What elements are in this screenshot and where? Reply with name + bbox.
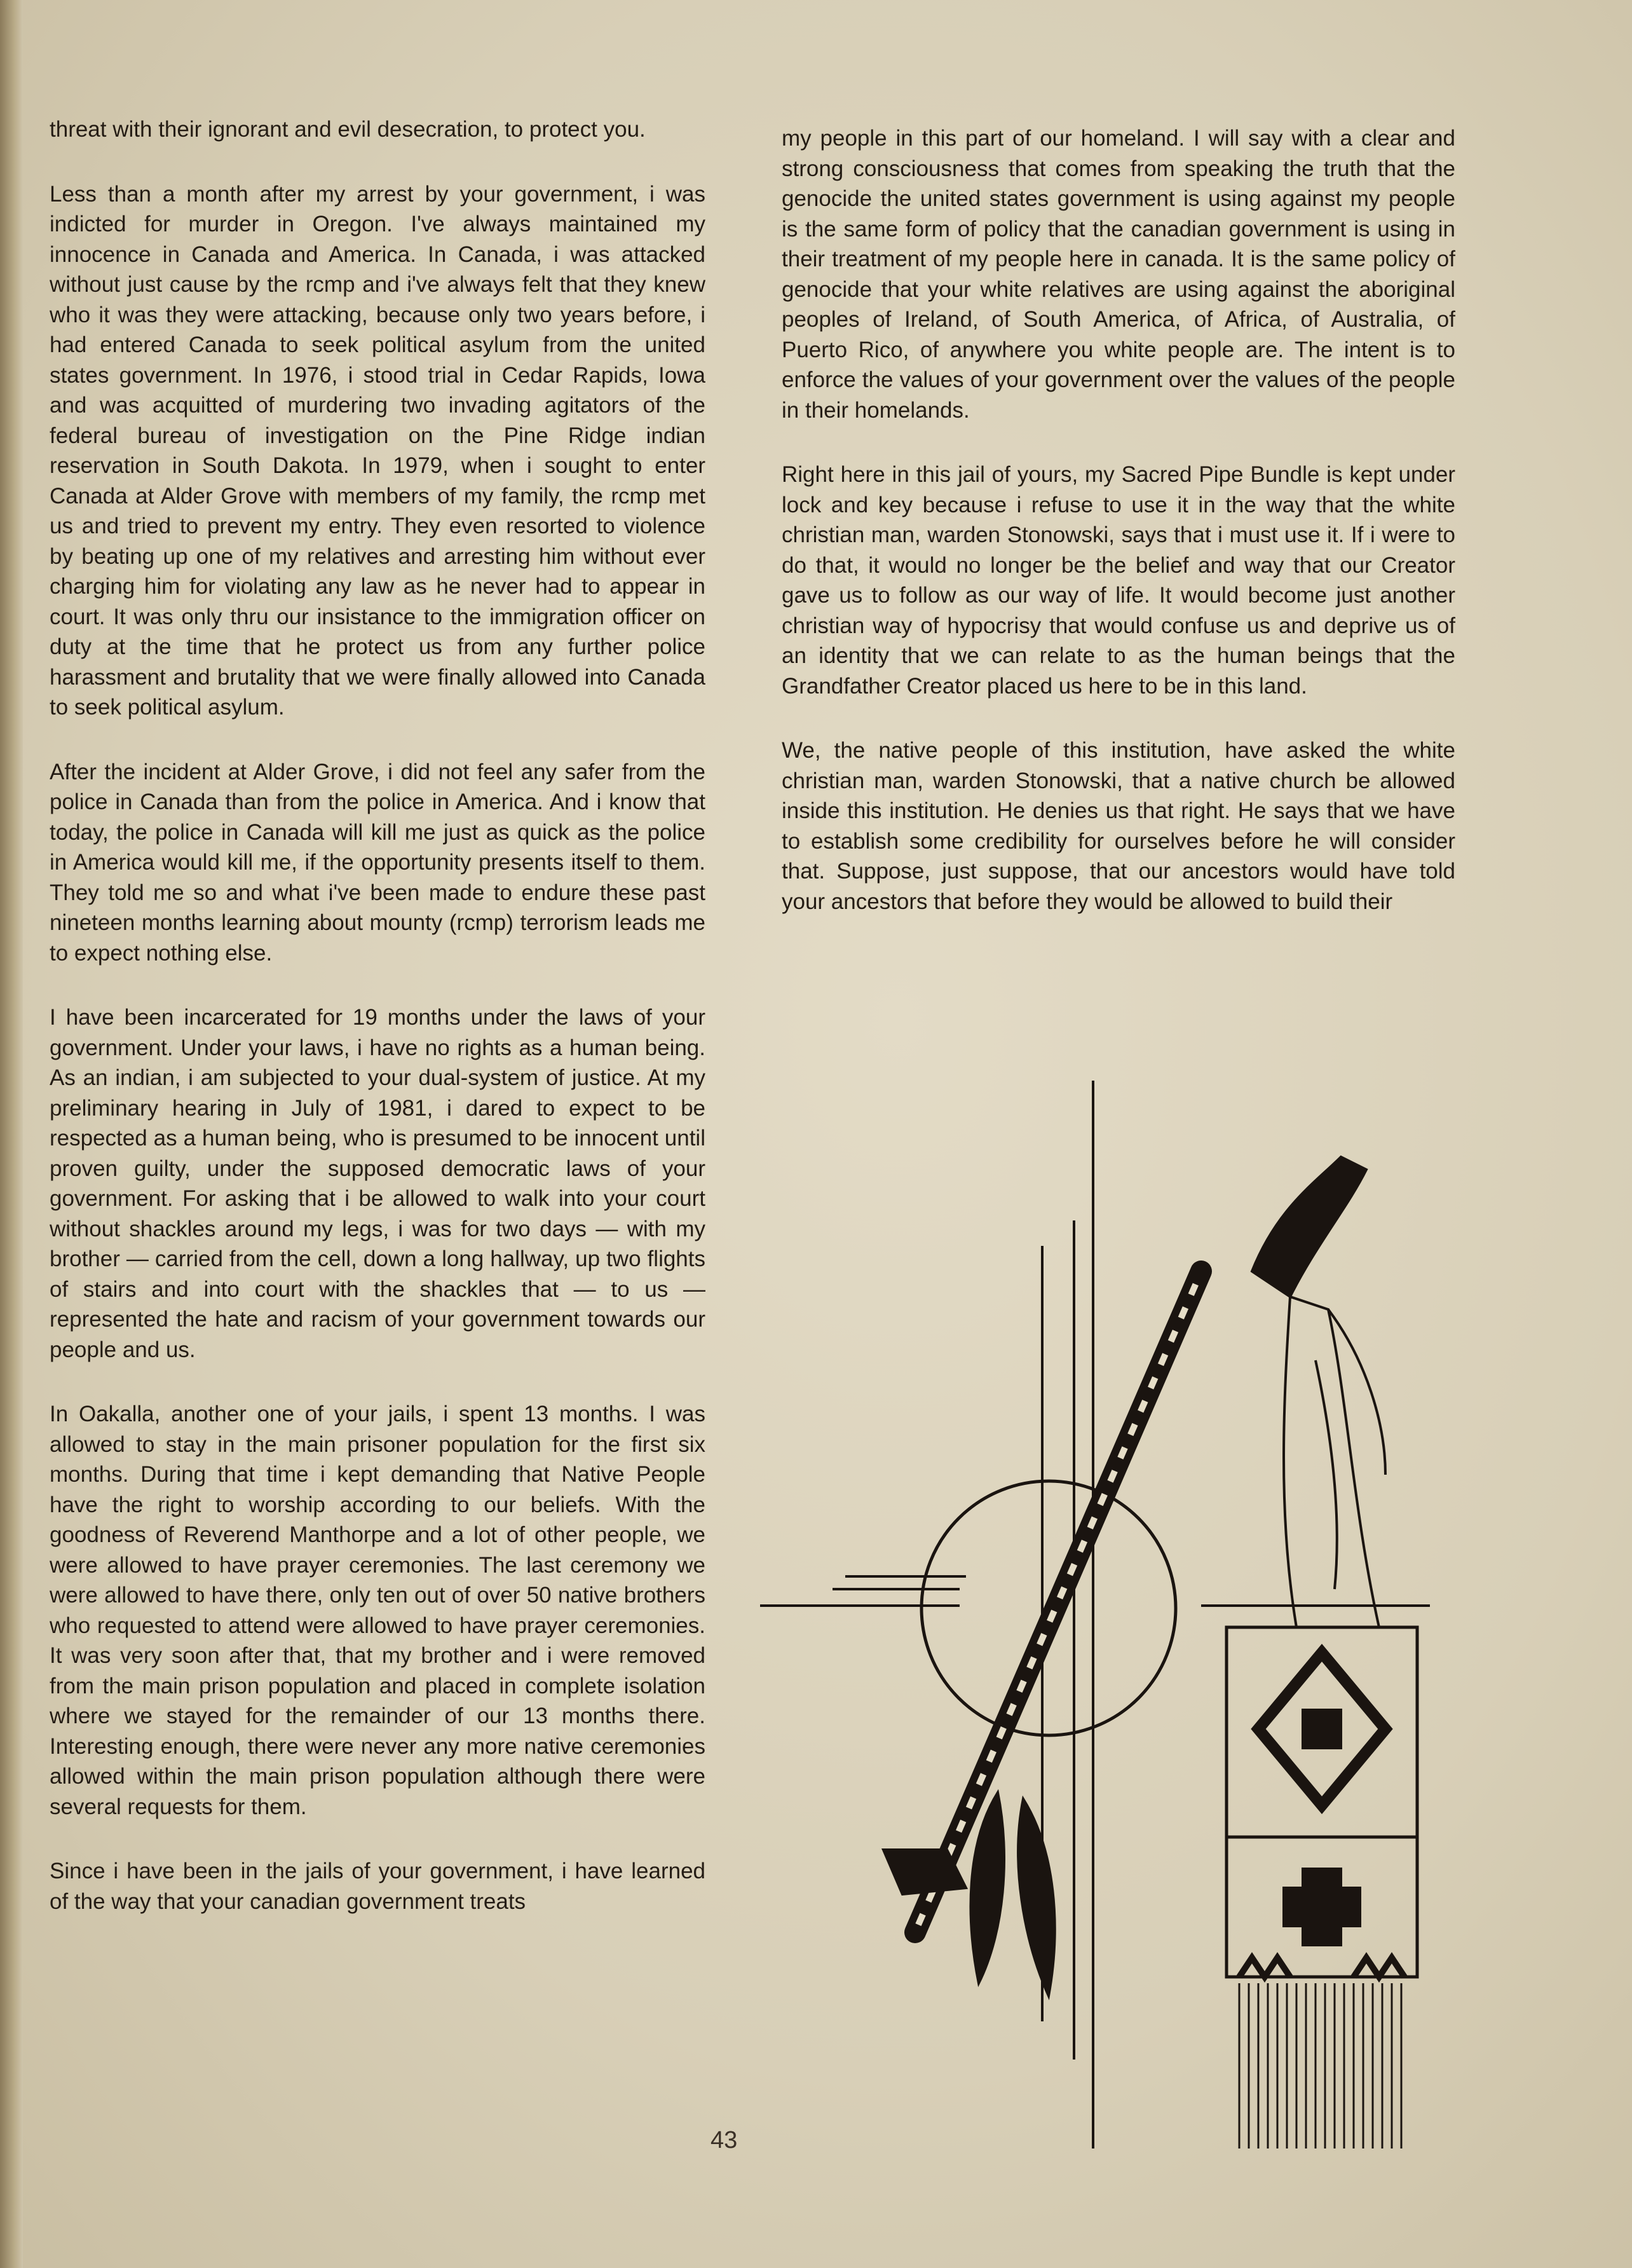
hanging-feather — [971, 1793, 1004, 1983]
sacred-pipe-bundle-illustration — [756, 1068, 1430, 2161]
paragraph: After the incident at Alder Grove, i did not feel any safer from the police in Canada than from the police in America. And i know that today, the police in Canada will kill me just as quick as the police in America would kill me, if the opportunity presents itself to them. They told me so and what i've been made to endure these past nineteen months learning about mounty (rcmp) terrorism leads me to expect nothing else. — [50, 759, 705, 966]
paragraph: We, the native people of this institution, have asked the white christian man, warden Stonowski, that a native church be allowed inside this institution. He denies us that right. He says that we have to establish some credibility for ourselves before he will consider that. Suppose, just suppose, that our ancestors would have told your ancestors that before they would be allowed to build their — [782, 738, 1455, 914]
paragraph: my people in this part of our homeland. I will say with a clear and strong consciousness that comes from speaking the truth that the genocide the united states government is using against my people is the same form of policy that the canadian government is using in their treatment of my people here in canada. It is the same policy of genocide that your white relatives are using against the aboriginal peoples of Ireland, of South America, of Africa, of Australia, of Puerto Rico, of anywhere you white people are. The intent is to enforce the values of your government over the values of the people in their homelands. — [782, 126, 1455, 423]
paragraph: Less than a month after my arrest by your government, i was indicted for murder in Oregon. I've always maintained my innocence in Canada and America. In Canada, i was attacked without just cause by the rcmp and i've always felt that they knew who it was they were attacking, because only two years before, i had entered Canada to seek political asylum from the united states government. In 1976, i stood trial in Cedar Rapids, Iowa and was acquitted of murdering two invading agitators of the federal bureau of investigation on the Pine Ridge indian reservation in South Dakota. In 1979, when i sought to enter Canada at Alder Grove with members of my family, the rcmp met us and tried to prevent my entry. They even resorted to violence by beating up one of my relatives and arresting him without ever charging him for violating any law as he never had to appear in court. It was only thru our insistance to the immigration officer on duty at the time that he protect us from any further police harassment and brutality that we were finally allowed into Canada to seek political asylum. — [50, 181, 705, 720]
paragraph: I have been incarcerated for 19 months under the laws of your government. Under your laws, i have no rights as a human being. As an indian, i am subjected to your dual-system of justice. At my preliminary hearing in July of 1981, i dared to expect to be respected as a human being, who is presumed to be innocent until proven guilty, under the supposed democratic laws of your government. For asking that i be allowed to walk into your court without shackles around my legs, i was for two days — with my brother — carried from the cell, down a long hallway, up two flights of stairs and into court with the shackles that — to us — represented the hate and racism of your government towards our people and us. — [50, 1005, 705, 1362]
eagle-head — [1252, 1157, 1366, 1297]
feather-strand — [1316, 1360, 1337, 1589]
cross-design — [1284, 1869, 1360, 1945]
right-column — [782, 123, 1455, 951]
feather-strand — [1328, 1309, 1385, 1475]
pipe-stem — [915, 1271, 1201, 1932]
paragraph: Since i have been in the jails of your government, i have learned of the way that your canadian government treats — [50, 1859, 705, 1914]
paragraph: In Oakalla, another one of your jails, i spent 13 months. I was allowed to stay in the main prisoner population for the first six months. During that time i kept demanding that Native People have the right to worship according to our beliefs. With the goodness of Reverend Manthorpe and a lot of other people, we were allowed to have prayer ceremonies. The last ceremony we were allowed to have there, only ten out of over 50 native brothers who requested to attend were allowed to have prayer ceremonies. It was very soon after that, that my brother and i were removed from the main prison population and placed in complete isolation where we stayed for the remainder of our 13 months there. Interesting enough, there were never any more native ceremonies allowed within the main prison population although there were several requests for them. — [50, 1402, 705, 1819]
fringe — [1239, 1983, 1401, 2148]
hanging-feather — [1018, 1799, 1055, 1996]
paragraph: Right here in this jail of yours, my Sacred Pipe Bundle is kept under lock and key because i refuse to use it in the way that the white christian man, warden Stonowski, says that i must use it. If i were to do that, it would no longer be the belief and way that our Creator gave us to follow as our way of life. It would become just another christian way of hypocrisy that would confuse us and deprive us of an identity that we can relate to as the human beings that the Grandfather Creator placed us here to be in this land. — [782, 462, 1455, 699]
diamond-center — [1303, 1710, 1341, 1748]
binding-gutter — [0, 0, 23, 2268]
paragraph: threat with their ignorant and evil desecration, to protect you. — [50, 117, 646, 142]
triangle-band — [1239, 1958, 1404, 1977]
page-number: 43 — [711, 2127, 738, 2154]
left-column — [50, 114, 705, 1951]
